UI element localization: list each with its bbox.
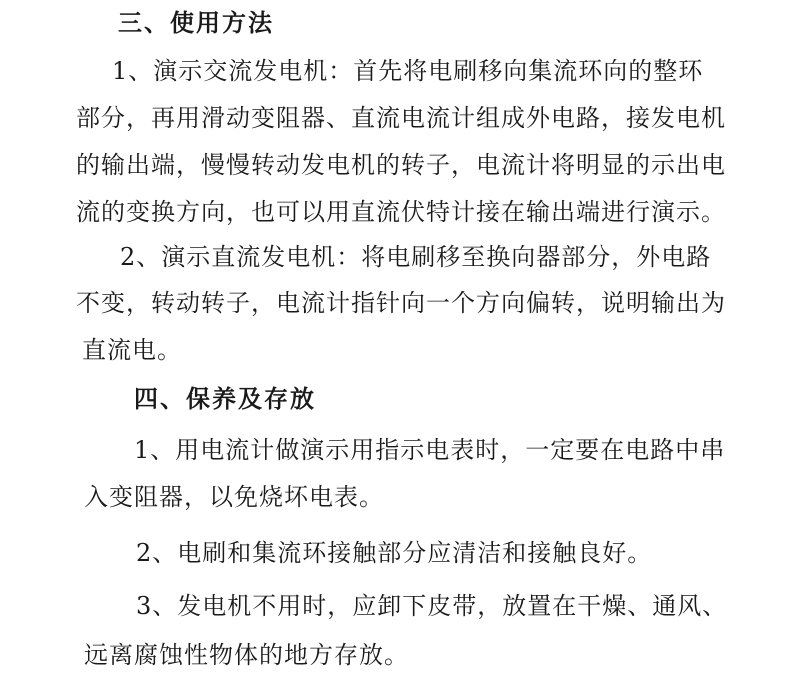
section3-item1-line2: 部分，再用滑动变阻器、直流电流计组成外电路，接发电机: [76, 104, 726, 132]
section3-item1-line3: 的输出端，慢慢转动发电机的转子，电流计将明显的示出电: [76, 151, 726, 179]
section3-item1-line1: 1、演示交流发电机：首先将电刷移向集流环向的整环: [112, 57, 704, 85]
section3-item2-line3: 直流电。: [82, 336, 182, 364]
section3-item2-line1: 2、演示直流发电机：将电刷移至换向器部分，外电路: [120, 243, 712, 271]
section4-item2-line1: 2、电刷和集流环接触部分应清洁和接触良好。: [136, 539, 653, 567]
section4-item1-line1: 1、用电流计做演示用指示电表时，一定要在电路中串: [134, 436, 726, 464]
section4-item3-line2: 远离腐蚀性物体的地方存放。: [84, 641, 409, 669]
section3-item2-line2: 不变，转动转子，电流计指针向一个方向偏转，说明输出为: [76, 289, 726, 317]
section4-item1-line2: 入变阻器，以免烧坏电表。: [84, 483, 384, 511]
section3-item1-line4: 流的变换方向，也可以用直流伏特计接在输出端进行演示。: [76, 198, 726, 226]
section4-item3-line1: 3、发电机不用时，应卸下皮带，放置在干燥、通风、: [136, 592, 728, 620]
section4-heading: 四、保养及存放: [134, 385, 316, 413]
section3-heading: 三、使用方法: [118, 9, 274, 37]
